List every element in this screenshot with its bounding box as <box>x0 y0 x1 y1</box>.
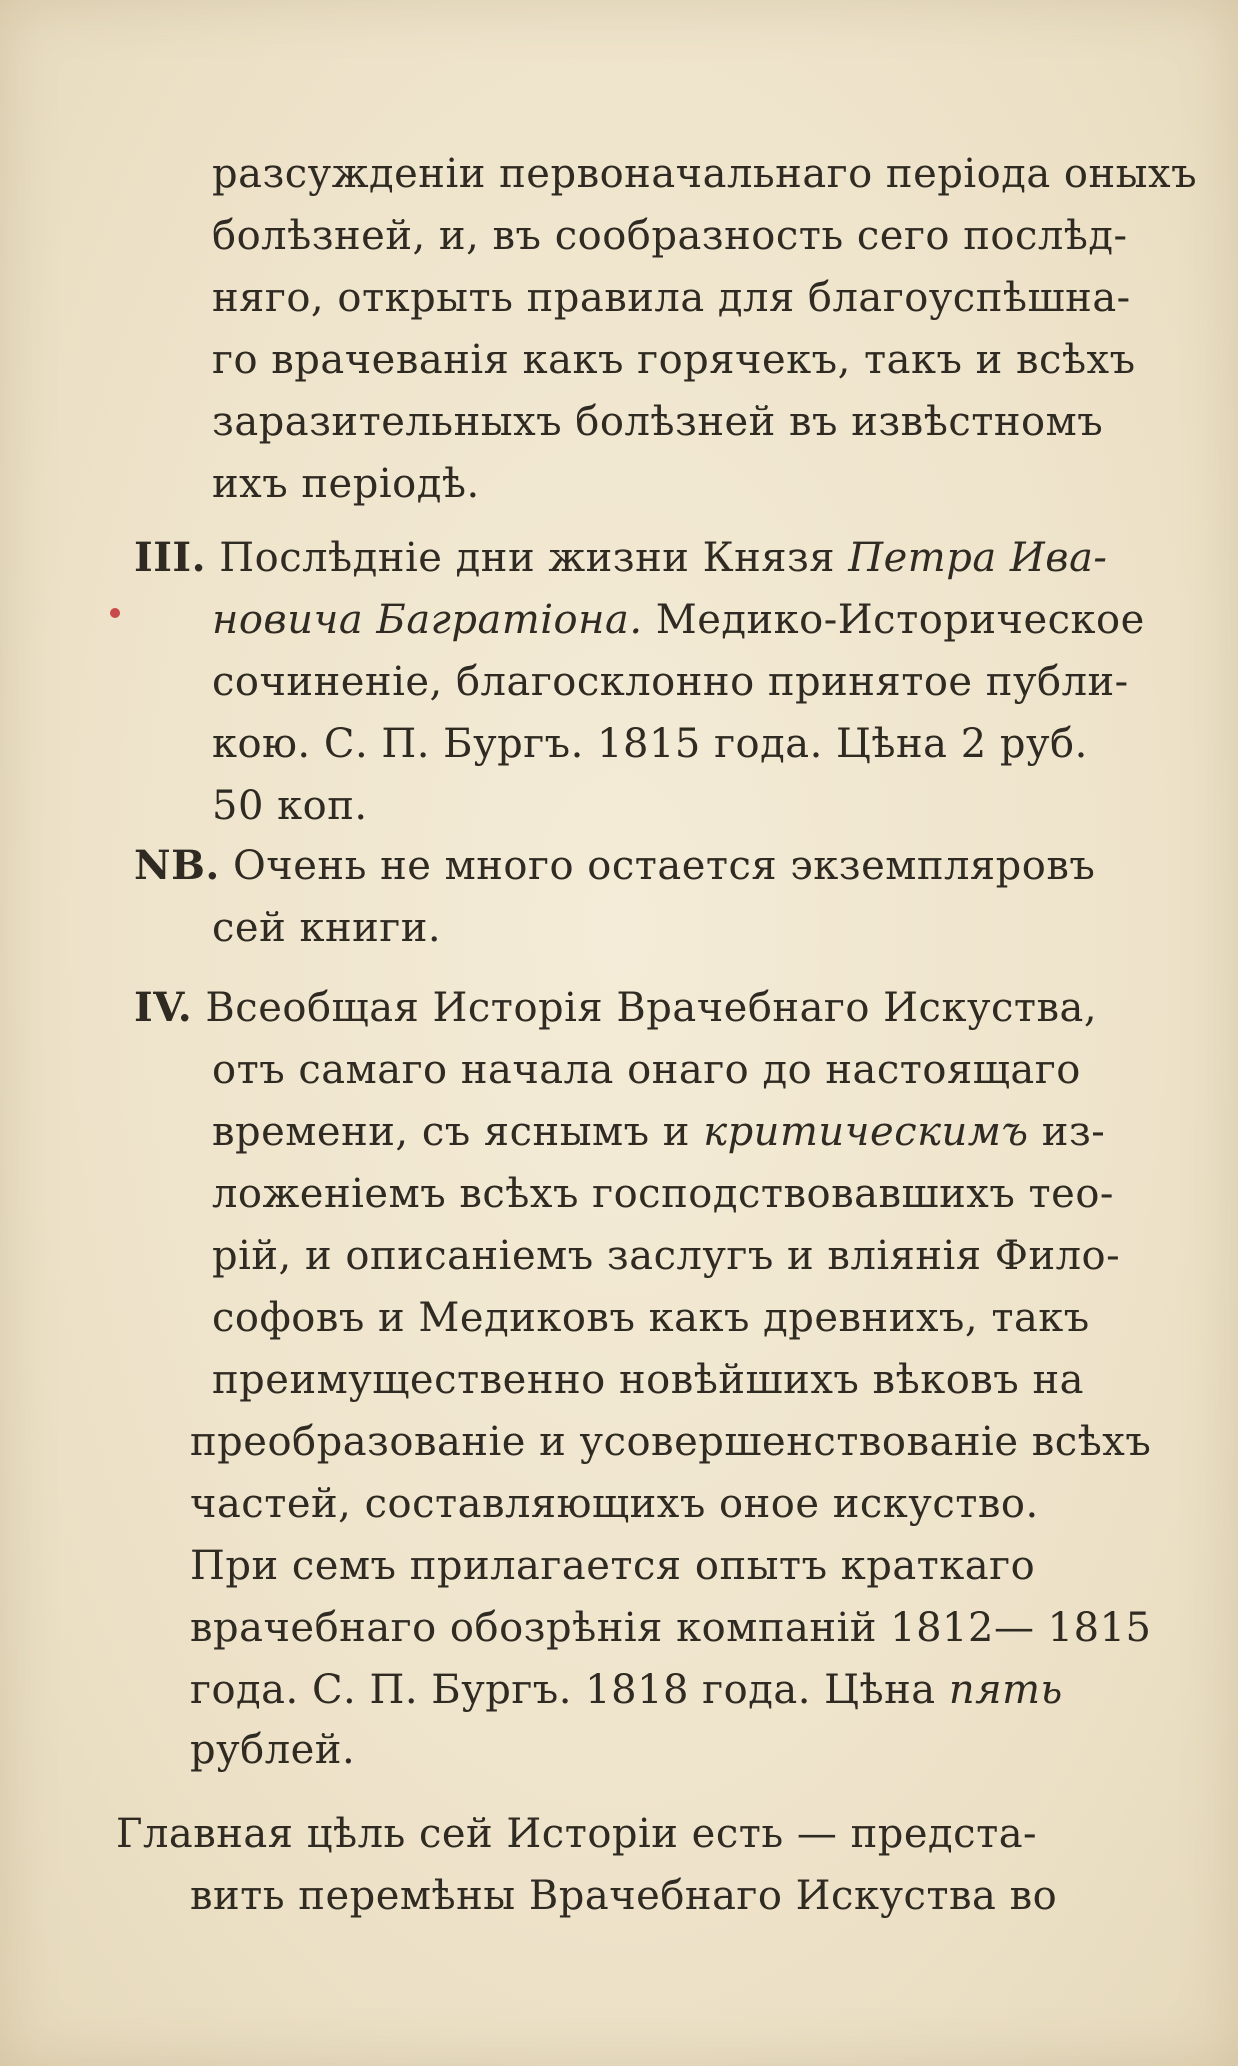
item-iii-text: Медико-Историческое <box>642 597 1145 643</box>
item-iii-line-2 <box>212 592 1145 648</box>
item-iii-label: III. <box>134 534 207 581</box>
text-line: Главная цѣль сей Исторіи есть — предста- <box>116 1811 1038 1857</box>
text-line: софовъ и Медиковъ какъ древнихъ, такъ <box>212 1295 1090 1341</box>
text-line: болѣзней, и, въ сообразность сего послѣд- <box>212 213 1128 259</box>
item-iv-text: года. С. П. Бургъ. 1818 года. Цѣна <box>190 1667 949 1713</box>
text-line: го врачеванія какъ горячекъ, такъ и всѣхъ <box>212 337 1136 383</box>
text-line: кою. С. П. Бургъ. 1815 года. Цѣна 2 руб. <box>212 721 1088 767</box>
item-iv-text: Всеобщая Исторія Врачебнаго Искуства, <box>205 985 1098 1031</box>
text-line: разсужденіи первоначальнаго періода оныхъ <box>212 151 1198 197</box>
text-line: вить перемѣны Врачебнаго Искуства во <box>190 1873 1058 1919</box>
item-iv-line-12 <box>190 1662 1063 1718</box>
nb-label: NB. <box>134 842 220 889</box>
text-line: сей книги. <box>212 905 442 951</box>
item-iv-text: времени, съ яснымъ и <box>212 1109 704 1155</box>
text-line: сочиненіе, благосклонно принятое публи- <box>212 659 1129 705</box>
item-iii-name-italic: Петра Ива- <box>848 535 1108 581</box>
item-iv-line-3 <box>212 1104 1105 1160</box>
item-iv-line-1 <box>134 980 1097 1036</box>
text-line: ложеніемъ всѣхъ господствовавшихъ тео- <box>212 1171 1114 1217</box>
red-ink-mark <box>110 608 120 618</box>
item-iv-text: из- <box>1028 1109 1106 1155</box>
item-iv-price-italic: пять <box>948 1667 1063 1713</box>
text-line: частей, составляющихъ оное искуство. <box>190 1481 1039 1527</box>
nb-line-1 <box>134 838 1095 894</box>
item-iii-line-1 <box>134 530 1107 586</box>
text-line: 50 коп. <box>212 783 368 829</box>
text-line: ихъ періодѣ. <box>212 461 480 507</box>
item-iii-text: Послѣдніе дни жизни Князя <box>219 535 849 581</box>
nb-text: Очень не много остается экземпляровъ <box>233 843 1096 889</box>
text-line: рублей. <box>190 1727 356 1773</box>
text-line: няго, открыть правила для благоуспѣшна- <box>212 275 1131 321</box>
text-line: заразительныхъ болѣзней въ извѣстномъ <box>212 399 1104 445</box>
item-iv-label: IV. <box>134 984 193 1031</box>
text-line: При семъ прилагается опытъ краткаго <box>190 1543 1036 1589</box>
item-iv-italic: критическимъ <box>703 1109 1029 1155</box>
text-line: преимущественно новѣйшихъ вѣковъ на <box>212 1357 1084 1403</box>
text-line: отъ самаго начала онаго до настоящаго <box>212 1047 1081 1093</box>
text-line: врачебнаго обозрѣнія компаній 1812— 1815 <box>190 1605 1152 1651</box>
item-iii-name-italic: новича Багратіона. <box>212 597 643 643</box>
text-line: рій, и описаніемъ заслугъ и вліянія Фило- <box>212 1233 1121 1279</box>
text-line: преобразованіе и усовершенствованіе всѣхъ <box>190 1419 1152 1465</box>
